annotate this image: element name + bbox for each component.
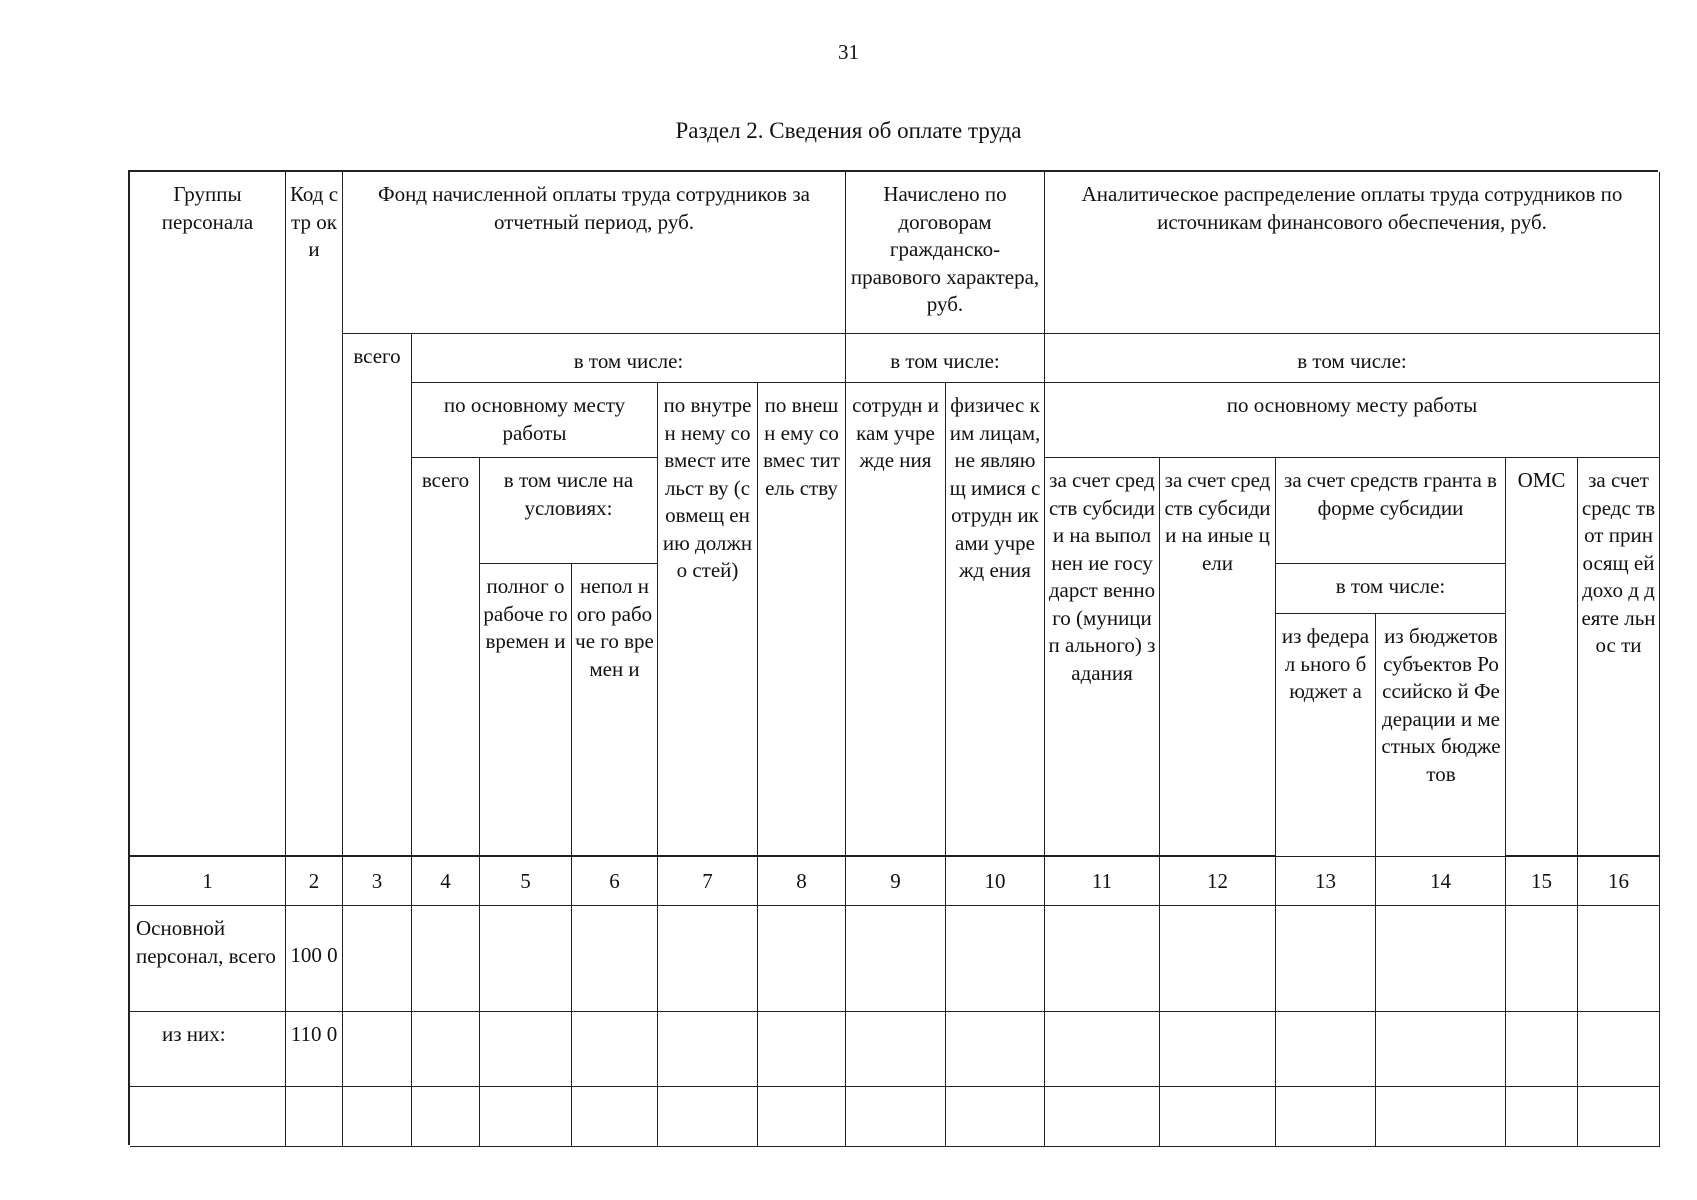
table-cell[interactable] bbox=[846, 906, 946, 1012]
table-cell[interactable] bbox=[1160, 1087, 1276, 1147]
header-regional-budgets: из бюджетов субъектов Российско й Федерации и местных бюджетов bbox=[1381, 624, 1501, 786]
table-cell[interactable] bbox=[846, 1087, 946, 1147]
table-cell[interactable] bbox=[343, 906, 412, 1012]
table-cell[interactable] bbox=[1506, 1012, 1578, 1087]
header-payroll-fund: Фонд начисленной оплаты труда сотрудников за отчетный период, руб. bbox=[343, 172, 846, 334]
column-number-8: 8 bbox=[758, 856, 846, 906]
header-income-activity: за счет средс тв от прин осящ ей дохо д деяте льнос ти bbox=[1578, 458, 1660, 856]
header-analytic-distribution: Аналитическое распределение оплаты труда сотрудников по источникам финансового обеспечения, руб. bbox=[1045, 172, 1660, 334]
table-cell[interactable] bbox=[1045, 1087, 1160, 1147]
table-cell[interactable] bbox=[1578, 1012, 1660, 1087]
header-row-code: Код стр оки bbox=[286, 172, 343, 856]
column-number-5: 5 bbox=[480, 856, 572, 906]
table-cell[interactable] bbox=[572, 1087, 658, 1147]
table-cell[interactable] bbox=[1276, 906, 1376, 1012]
header-external-combination: по внешн ему совмес титель ству bbox=[758, 383, 846, 856]
table-cell[interactable] bbox=[946, 1012, 1045, 1087]
table-cell[interactable] bbox=[758, 906, 846, 1012]
table-cell[interactable] bbox=[658, 1012, 758, 1087]
row-label-empty[interactable] bbox=[130, 1087, 286, 1147]
table-cell[interactable] bbox=[480, 906, 572, 1012]
header-oms: ОМС bbox=[1506, 458, 1578, 856]
page-number: 31 bbox=[838, 40, 859, 64]
header-fund-including: в том числе: bbox=[412, 334, 846, 383]
table-cell[interactable] bbox=[1276, 1087, 1376, 1147]
header-grant-including: в том числе: bbox=[1276, 564, 1506, 614]
table-cell[interactable] bbox=[572, 906, 658, 1012]
table-cell[interactable] bbox=[480, 1087, 572, 1147]
table-cell[interactable] bbox=[758, 1087, 846, 1147]
column-number-16: 16 bbox=[1578, 856, 1660, 906]
column-number-3: 3 bbox=[343, 856, 412, 906]
table-cell[interactable] bbox=[1506, 906, 1578, 1012]
table-cell[interactable] bbox=[1376, 1012, 1506, 1087]
header-main-job-total: всего bbox=[412, 458, 480, 856]
table-cell[interactable] bbox=[946, 906, 1045, 1012]
table-cell[interactable] bbox=[480, 1012, 572, 1087]
table-cell[interactable] bbox=[1376, 906, 1506, 1012]
header-subsidy-state-task: за счет средств субсидии на выполнен ие государст венного (муницип ального) задания bbox=[1045, 458, 1160, 856]
column-number-14: 14 bbox=[1376, 856, 1506, 906]
row-label-main-personnel: Основной персонал, всего bbox=[130, 906, 286, 1012]
column-number-4: 4 bbox=[412, 856, 480, 906]
table-cell[interactable] bbox=[1506, 1087, 1578, 1147]
column-number-10: 10 bbox=[946, 856, 1045, 906]
table-cell[interactable] bbox=[1376, 1087, 1506, 1147]
section-title: Раздел 2. Сведения об оплате труда bbox=[675, 118, 1022, 143]
row-code-of-them: 110 0 bbox=[286, 1012, 343, 1087]
header-grant-breakdown bbox=[1276, 564, 1506, 856]
header-to-individuals: физичес ким лицам, не являющ имися сотрудн иками учрежд ения bbox=[946, 383, 1045, 856]
table-cell[interactable] bbox=[572, 1012, 658, 1087]
header-subsidy-other-purposes: за счет средств субсидии на иные цели bbox=[1160, 458, 1276, 856]
column-number-12: 12 bbox=[1160, 856, 1276, 906]
header-fund-total: всего bbox=[343, 334, 412, 856]
column-number-1: 1 bbox=[130, 856, 286, 906]
table-cell[interactable] bbox=[412, 1087, 480, 1147]
column-number-15: 15 bbox=[1506, 856, 1578, 906]
table-cell[interactable] bbox=[946, 1087, 1045, 1147]
header-civil-including: в том числе: bbox=[846, 334, 1045, 383]
column-number-13: 13 bbox=[1276, 856, 1376, 906]
header-to-employees: сотрудн икам учрежде ния bbox=[846, 383, 946, 856]
table-cell[interactable] bbox=[1578, 906, 1660, 1012]
header-civil-contracts: Начислено по договорам гражданско-правового характера, руб. bbox=[846, 172, 1045, 334]
table-cell[interactable] bbox=[758, 1012, 846, 1087]
payroll-table bbox=[128, 170, 1658, 1145]
table-cell[interactable] bbox=[658, 906, 758, 1012]
table-cell[interactable] bbox=[1160, 906, 1276, 1012]
header-full-time: полног о рабоче го времен и bbox=[480, 564, 572, 856]
table-cell[interactable] bbox=[343, 1012, 412, 1087]
row-label-of-them: из них: bbox=[130, 1012, 286, 1087]
header-part-time: непол ного рабоче го времен и bbox=[572, 564, 658, 856]
header-main-job: по основному месту работы bbox=[412, 383, 658, 458]
row-code-empty[interactable] bbox=[286, 1087, 343, 1147]
header-personnel-groups: Группы персонала bbox=[130, 172, 286, 856]
column-number-6: 6 bbox=[572, 856, 658, 906]
column-number-11: 11 bbox=[1045, 856, 1160, 906]
table-cell[interactable] bbox=[343, 1087, 412, 1147]
row-code-main-personnel: 100 0 bbox=[286, 906, 343, 1012]
table-cell[interactable] bbox=[1276, 1012, 1376, 1087]
header-grant-subsidy: за счет средств гранта в форме субсидии bbox=[1276, 458, 1506, 564]
table-cell[interactable] bbox=[412, 906, 480, 1012]
column-number-2: 2 bbox=[286, 856, 343, 906]
header-analytic-including: в том числе: bbox=[1045, 334, 1660, 383]
header-analytic-main-job: по основному месту работы bbox=[1045, 383, 1660, 458]
table-cell[interactable] bbox=[846, 1012, 946, 1087]
table-cell[interactable] bbox=[1045, 906, 1160, 1012]
column-number-7: 7 bbox=[658, 856, 758, 906]
header-internal-combination: по внутрен нему совмест ительст ву (совмещ ению должно стей) bbox=[658, 383, 758, 856]
table-cell[interactable] bbox=[412, 1012, 480, 1087]
table-cell[interactable] bbox=[658, 1087, 758, 1147]
table-cell[interactable] bbox=[1045, 1012, 1160, 1087]
header-main-job-conditions: в том числе на условиях: bbox=[480, 458, 658, 564]
column-number-9: 9 bbox=[846, 856, 946, 906]
table-cell[interactable] bbox=[1160, 1012, 1276, 1087]
table-cell[interactable] bbox=[1578, 1087, 1660, 1147]
header-federal-budget: из федерал ьного бюджет а bbox=[1276, 614, 1376, 856]
